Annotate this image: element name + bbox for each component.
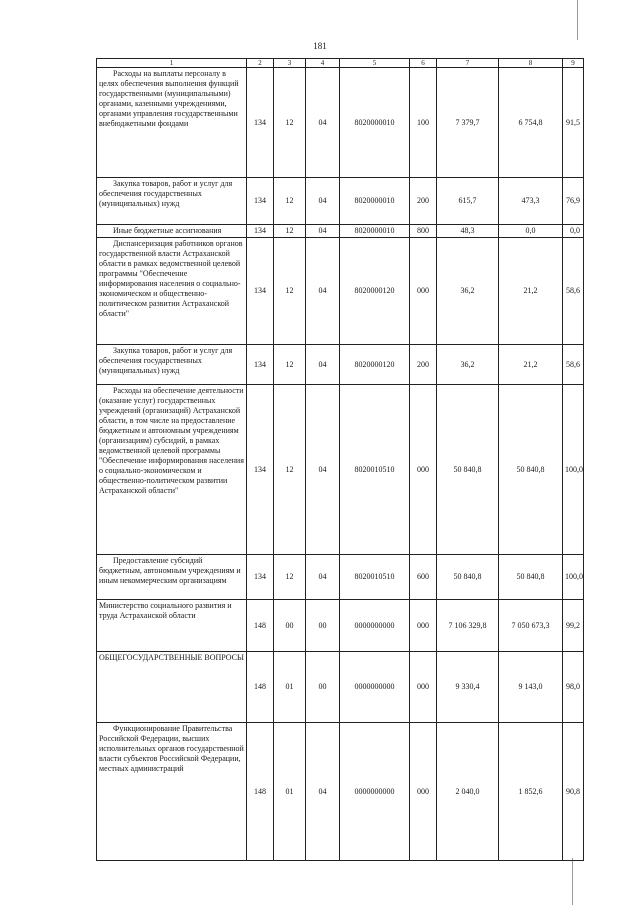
section-code: 12 <box>274 225 306 238</box>
expense-type-code: 600 <box>410 555 437 600</box>
budget-table <box>96 58 584 861</box>
table-body <box>97 68 584 861</box>
ministry-code: 134 <box>247 345 274 385</box>
subsection-code: 04 <box>306 238 340 345</box>
executed-amount: 50 840,8 <box>499 385 563 555</box>
scan-edge-line <box>572 858 573 905</box>
row-description: Расходы на обеспечение деятельности (оказание услуг) государственных учреждений (организаций) Астраханской области, в том числе на предоставление бюджетным и автономным учреждениям (организациям) субсидий, в рамках ведомственной целевой программы "Обеспечение информирования населения о социально-экономическом и общественно-политическом развитии Астраханской области" <box>97 385 247 555</box>
table-row <box>97 723 584 861</box>
execution-percent: 90,8 <box>563 723 584 861</box>
planned-amount: 36,2 <box>437 345 499 385</box>
scan-edge-line <box>577 0 578 40</box>
expense-type-code: 800 <box>410 225 437 238</box>
expense-type-code: 200 <box>410 345 437 385</box>
subsection-code: 04 <box>306 385 340 555</box>
column-number: 5 <box>340 59 410 68</box>
planned-amount: 615,7 <box>437 178 499 225</box>
ministry-code: 134 <box>247 225 274 238</box>
execution-percent: 58,6 <box>563 345 584 385</box>
row-description: Предоставление субсидий бюджетным, автономным учреждениям и иным некоммерческим организациям <box>97 555 247 600</box>
table-row <box>97 178 584 225</box>
section-code: 01 <box>274 652 306 723</box>
section-code: 12 <box>274 345 306 385</box>
section-code: 12 <box>274 178 306 225</box>
subsection-code: 04 <box>306 68 340 178</box>
column-number: 9 <box>563 59 584 68</box>
row-description: Закупка товаров, работ и услуг для обеспечения государственных (муниципальных) нужд <box>97 178 247 225</box>
ministry-code: 134 <box>247 178 274 225</box>
planned-amount: 50 840,8 <box>437 555 499 600</box>
row-description: Функционирование Правительства Российской Федерации, высших исполнительных органов государственной власти субъектов Российской Федерации, местных администраций <box>97 723 247 861</box>
column-number: 1 <box>97 59 247 68</box>
execution-percent: 91,5 <box>563 68 584 178</box>
planned-amount: 2 040,0 <box>437 723 499 861</box>
table-row <box>97 238 584 345</box>
planned-amount: 36,2 <box>437 238 499 345</box>
planned-amount: 48,3 <box>437 225 499 238</box>
subsection-code: 04 <box>306 225 340 238</box>
table-row <box>97 345 584 385</box>
subsection-code: 04 <box>306 555 340 600</box>
target-article-code: 8020010510 <box>340 385 410 555</box>
subsection-code: 00 <box>306 652 340 723</box>
column-number: 6 <box>410 59 437 68</box>
row-description: Министерство социального развития и труда Астраханской области <box>97 600 247 652</box>
subsection-code: 04 <box>306 345 340 385</box>
expense-type-code: 000 <box>410 385 437 555</box>
expense-type-code: 000 <box>410 723 437 861</box>
execution-percent: 100,0 <box>563 555 584 600</box>
target-article-code: 8020000010 <box>340 68 410 178</box>
ministry-code: 148 <box>247 600 274 652</box>
table-row <box>97 555 584 600</box>
ministry-code: 134 <box>247 68 274 178</box>
row-description: Расходы на выплаты персоналу в целях обеспечения выполнения функций государственными (муниципальными) органами, казенными учреждениями, органами управления государственными внебюджетными фондами <box>97 68 247 178</box>
table-row <box>97 385 584 555</box>
executed-amount: 0,0 <box>499 225 563 238</box>
row-description: Иные бюджетные ассигнования <box>97 225 247 238</box>
executed-amount: 6 754,8 <box>499 68 563 178</box>
section-code: 12 <box>274 68 306 178</box>
section-code: 12 <box>274 555 306 600</box>
target-article-code: 8020000010 <box>340 225 410 238</box>
column-number: 8 <box>499 59 563 68</box>
table-row <box>97 600 584 652</box>
table-row <box>97 225 584 238</box>
target-article-code: 0000000000 <box>340 600 410 652</box>
target-article-code: 0000000000 <box>340 652 410 723</box>
row-description: Диспансеризация работников органов государственной власти Астраханской области в рамках ведомственной целевой программы "Обеспечение информирования населения о социально-экономическом и общественно-политическом развитии Астраханской области" <box>97 238 247 345</box>
subsection-code: 04 <box>306 178 340 225</box>
subsection-code: 00 <box>306 600 340 652</box>
executed-amount: 473,3 <box>499 178 563 225</box>
row-description: ОБЩЕГОСУДАРСТВЕННЫЕ ВОПРОСЫ <box>97 652 247 723</box>
expense-type-code: 200 <box>410 178 437 225</box>
planned-amount: 7 106 329,8 <box>437 600 499 652</box>
execution-percent: 100,0 <box>563 385 584 555</box>
table-row <box>97 652 584 723</box>
execution-percent: 99,2 <box>563 600 584 652</box>
target-article-code: 0000000000 <box>340 723 410 861</box>
execution-percent: 0,0 <box>563 225 584 238</box>
executed-amount: 7 050 673,3 <box>499 600 563 652</box>
executed-amount: 1 852,6 <box>499 723 563 861</box>
expense-type-code: 100 <box>410 68 437 178</box>
execution-percent: 58,6 <box>563 238 584 345</box>
executed-amount: 21,2 <box>499 238 563 345</box>
column-number: 2 <box>247 59 274 68</box>
row-description: Закупка товаров, работ и услуг для обеспечения государственных (муниципальных) нужд <box>97 345 247 385</box>
table-row <box>97 68 584 178</box>
column-number: 7 <box>437 59 499 68</box>
section-code: 01 <box>274 723 306 861</box>
ministry-code: 134 <box>247 238 274 345</box>
section-code: 12 <box>274 238 306 345</box>
section-code: 12 <box>274 385 306 555</box>
ministry-code: 134 <box>247 385 274 555</box>
executed-amount: 21,2 <box>499 345 563 385</box>
target-article-code: 8020000010 <box>340 178 410 225</box>
ministry-code: 134 <box>247 555 274 600</box>
ministry-code: 148 <box>247 723 274 861</box>
execution-percent: 98,0 <box>563 652 584 723</box>
planned-amount: 7 379,7 <box>437 68 499 178</box>
page-number: 181 <box>313 41 327 51</box>
table-header-row <box>97 59 584 68</box>
planned-amount: 50 840,8 <box>437 385 499 555</box>
executed-amount: 9 143,0 <box>499 652 563 723</box>
ministry-code: 148 <box>247 652 274 723</box>
planned-amount: 9 330,4 <box>437 652 499 723</box>
target-article-code: 8020000120 <box>340 345 410 385</box>
subsection-code: 04 <box>306 723 340 861</box>
expense-type-code: 000 <box>410 238 437 345</box>
expense-type-code: 000 <box>410 600 437 652</box>
target-article-code: 8020000120 <box>340 238 410 345</box>
execution-percent: 76,9 <box>563 178 584 225</box>
column-number: 3 <box>274 59 306 68</box>
target-article-code: 8020010510 <box>340 555 410 600</box>
section-code: 00 <box>274 600 306 652</box>
column-number: 4 <box>306 59 340 68</box>
executed-amount: 50 840,8 <box>499 555 563 600</box>
expense-type-code: 000 <box>410 652 437 723</box>
